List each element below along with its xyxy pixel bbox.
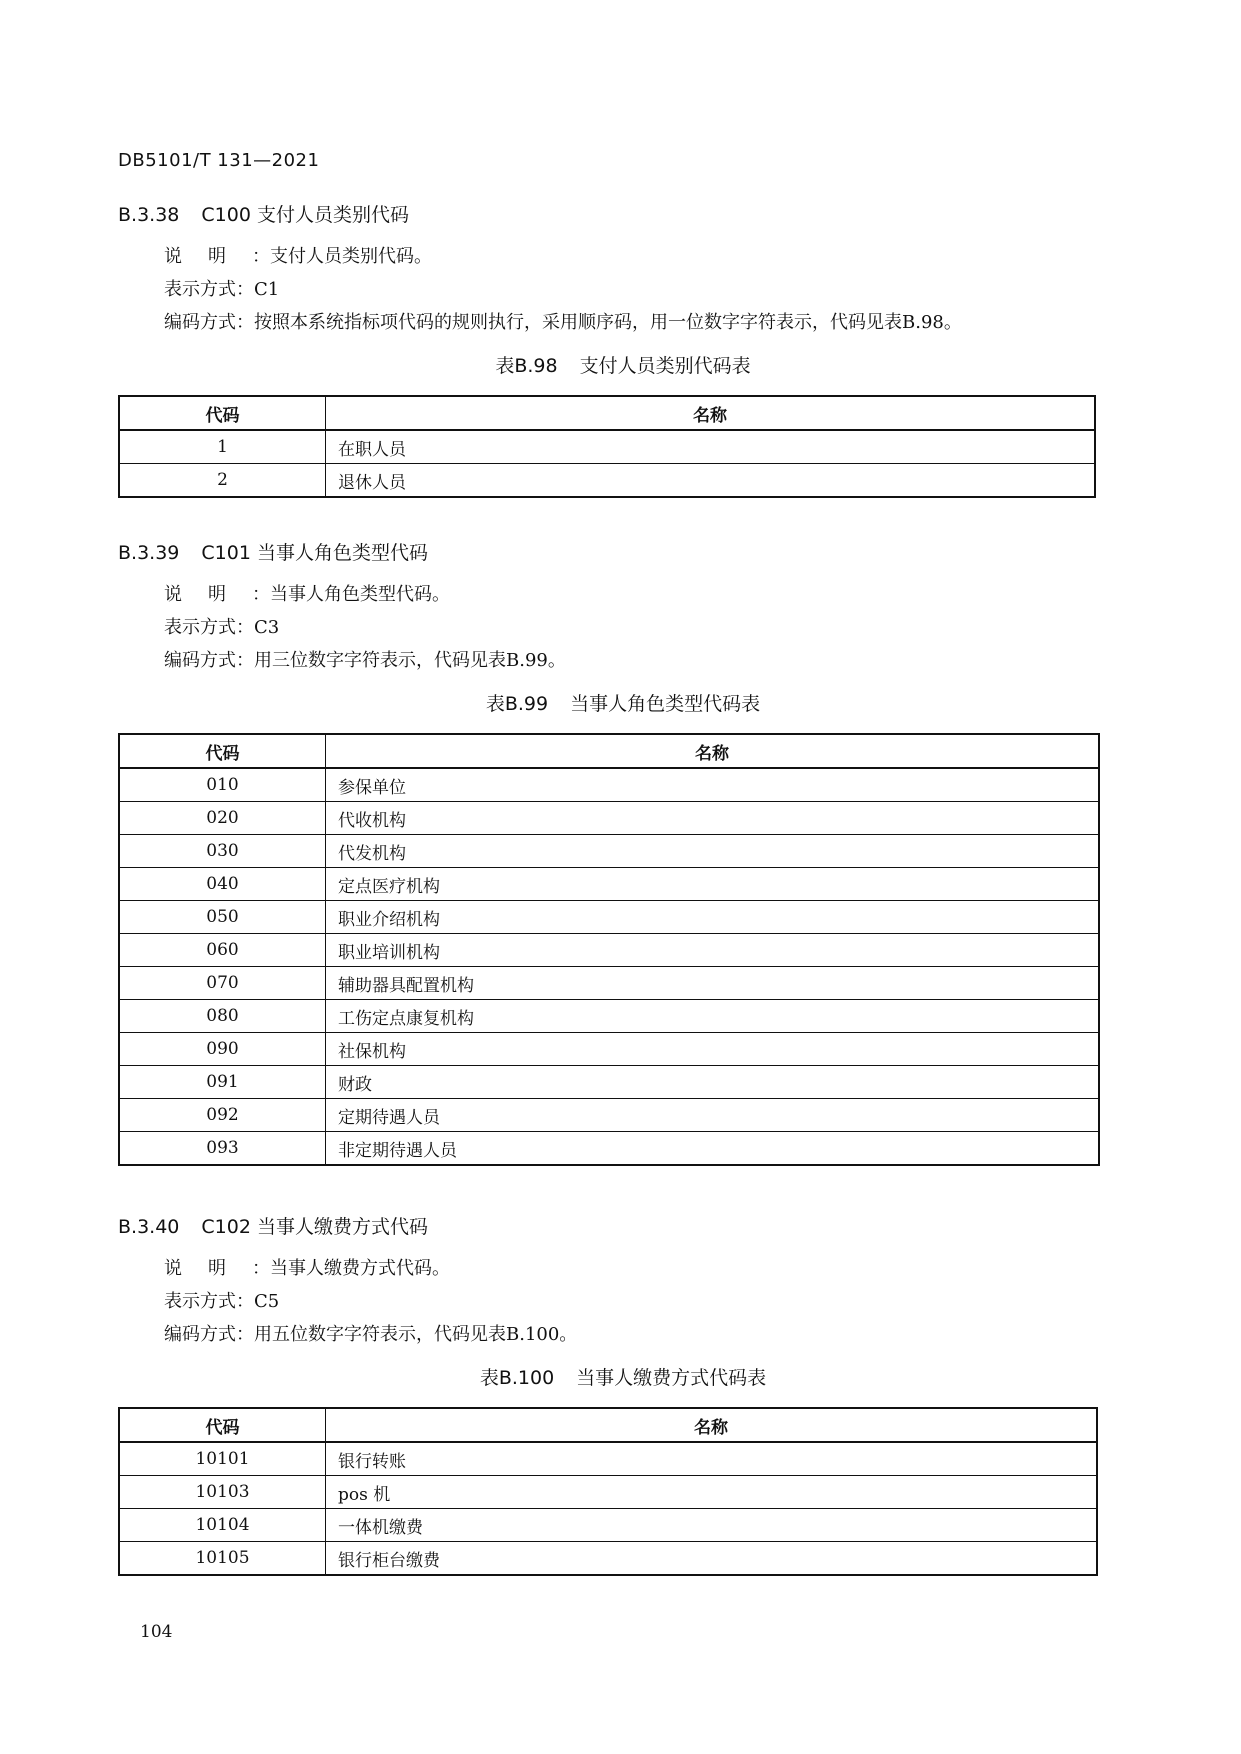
- code-cell: 010: [119, 768, 326, 802]
- section-b-3-39: [118, 538, 1128, 1166]
- code-cell: 093: [119, 1132, 326, 1166]
- desc-line: 表示方式：C5: [164, 1291, 280, 1312]
- column-header-name: 名称: [326, 396, 1096, 430]
- name-cell: 职业培训机构: [326, 934, 1100, 967]
- section-b-3-40: [118, 1212, 1128, 1576]
- desc-line: 说明：当事人缴费方式代码。: [164, 1258, 450, 1279]
- line-label: 说明: [164, 1258, 252, 1279]
- name-cell: 职业介绍机构: [326, 901, 1100, 934]
- column-header-name: 名称: [326, 734, 1100, 768]
- name-cell: 财政: [326, 1066, 1100, 1099]
- line-label: 编码方式: [164, 1324, 236, 1345]
- table-number: 表B.98: [495, 355, 558, 377]
- table-row: [119, 1509, 1097, 1542]
- line-value: 当事人缴费方式代码。: [270, 1258, 450, 1279]
- code-cell: 2: [119, 464, 326, 498]
- code-cell: 092: [119, 1099, 326, 1132]
- name-cell: 辅助器具配置机构: [326, 967, 1100, 1000]
- table-number: 表B.99: [485, 693, 549, 715]
- code-cell: 020: [119, 802, 326, 835]
- line-value: C1: [254, 279, 280, 300]
- table-row: [119, 802, 1099, 835]
- table-header-row: [119, 1408, 1097, 1442]
- code-cell: 080: [119, 1000, 326, 1033]
- code-cell: 060: [119, 934, 326, 967]
- line-label: 编码方式: [164, 650, 236, 671]
- table-row: [119, 430, 1095, 464]
- name-cell: 在职人员: [326, 430, 1096, 464]
- column-header-code: 代码: [119, 734, 326, 768]
- table-row: [119, 464, 1095, 498]
- table-row: [119, 1132, 1099, 1166]
- desc-line: 编码方式：按照本系统指标项代码的规则执行，采用顺序码，用一位数字字符表示，代码见表B.98。: [164, 312, 962, 333]
- name-cell: 社保机构: [326, 1033, 1100, 1066]
- section-title: [118, 538, 1128, 568]
- section-description: [118, 240, 1128, 339]
- code-table: [118, 395, 1096, 498]
- line-value: C5: [254, 1291, 280, 1312]
- code-cell: 10105: [119, 1542, 326, 1576]
- name-cell: 定期待遇人员: [326, 1099, 1100, 1132]
- section-title: [118, 200, 1128, 230]
- line-value: 当事人角色类型代码。: [270, 584, 450, 605]
- desc-line: 说明：当事人角色类型代码。: [164, 584, 450, 605]
- table-title: 支付人员类别代码表: [579, 355, 751, 377]
- code-table: [118, 1407, 1098, 1576]
- column-header-code: 代码: [119, 396, 326, 430]
- name-cell: pos 机: [326, 1476, 1098, 1509]
- table-caption: [118, 351, 1128, 381]
- name-cell: 银行转账: [326, 1442, 1098, 1476]
- line-label: 表示方式: [164, 1291, 236, 1312]
- name-cell: 一体机缴费: [326, 1509, 1098, 1542]
- code-cell: 1: [119, 430, 326, 464]
- code-cell: 090: [119, 1033, 326, 1066]
- code-cell: 10103: [119, 1476, 326, 1509]
- table-row: [119, 835, 1099, 868]
- section-heading: C100 支付人员类别代码: [201, 204, 409, 226]
- table-row: [119, 934, 1099, 967]
- code-cell: 091: [119, 1066, 326, 1099]
- line-label: 说明: [164, 584, 252, 605]
- section-number: B.3.38: [118, 204, 180, 226]
- table-title: 当事人缴费方式代码表: [576, 1367, 767, 1389]
- table-number: 表B.100: [479, 1367, 555, 1389]
- section-b-3-38: [118, 200, 1128, 498]
- desc-line: 表示方式：C1: [164, 279, 280, 300]
- line-label: 编码方式: [164, 312, 236, 333]
- name-cell: 代收机构: [326, 802, 1100, 835]
- name-cell: 退休人员: [326, 464, 1096, 498]
- section-title: [118, 1212, 1128, 1242]
- table-row: [119, 1099, 1099, 1132]
- code-cell: 10101: [119, 1442, 326, 1476]
- desc-line: 编码方式：用五位数字字符表示，代码见表B.100。: [164, 1324, 578, 1345]
- section-description: [118, 1252, 1128, 1351]
- line-value: 按照本系统指标项代码的规则执行，采用顺序码，用一位数字字符表示，代码见表B.98。: [254, 312, 962, 333]
- line-value: 用五位数字字符表示，代码见表B.100。: [254, 1324, 578, 1345]
- table-row: [119, 868, 1099, 901]
- line-value: 支付人员类别代码。: [270, 246, 432, 267]
- page-number: 104: [140, 1622, 173, 1642]
- code-cell: 070: [119, 967, 326, 1000]
- code-cell: 030: [119, 835, 326, 868]
- table-row: [119, 967, 1099, 1000]
- table-row: [119, 1000, 1099, 1033]
- table-row: [119, 1066, 1099, 1099]
- table-caption: [118, 1363, 1128, 1393]
- table-row: [119, 1442, 1097, 1476]
- table-row: [119, 1476, 1097, 1509]
- table-caption: [118, 689, 1128, 719]
- code-cell: 040: [119, 868, 326, 901]
- section-number: B.3.39: [118, 542, 180, 564]
- code-cell: 050: [119, 901, 326, 934]
- line-label: 表示方式: [164, 617, 236, 638]
- document-id: DB5101/T 131—2021: [118, 150, 320, 171]
- name-cell: 非定期待遇人员: [326, 1132, 1100, 1166]
- table-row: [119, 901, 1099, 934]
- section-number: B.3.40: [118, 1216, 180, 1238]
- table-row: [119, 1033, 1099, 1066]
- line-label: 表示方式: [164, 279, 236, 300]
- line-value: C3: [254, 617, 280, 638]
- line-value: 用三位数字字符表示，代码见表B.99。: [254, 650, 566, 671]
- section-heading: C101 当事人角色类型代码: [201, 542, 428, 564]
- line-label: 说明: [164, 246, 252, 267]
- name-cell: 代发机构: [326, 835, 1100, 868]
- name-cell: 工伤定点康复机构: [326, 1000, 1100, 1033]
- table-title: 当事人角色类型代码表: [570, 693, 761, 715]
- name-cell: 参保单位: [326, 768, 1100, 802]
- code-table: [118, 733, 1100, 1166]
- code-cell: 10104: [119, 1509, 326, 1542]
- section-description: [118, 578, 1128, 677]
- name-cell: 定点医疗机构: [326, 868, 1100, 901]
- column-header-code: 代码: [119, 1408, 326, 1442]
- desc-line: 编码方式：用三位数字字符表示，代码见表B.99。: [164, 650, 566, 671]
- desc-line: 表示方式：C3: [164, 617, 280, 638]
- column-header-name: 名称: [326, 1408, 1098, 1442]
- desc-line: 说明：支付人员类别代码。: [164, 246, 432, 267]
- section-heading: C102 当事人缴费方式代码: [201, 1216, 428, 1238]
- table-row: [119, 1542, 1097, 1576]
- table-header-row: [119, 396, 1095, 430]
- table-row: [119, 768, 1099, 802]
- name-cell: 银行柜台缴费: [326, 1542, 1098, 1576]
- table-header-row: [119, 734, 1099, 768]
